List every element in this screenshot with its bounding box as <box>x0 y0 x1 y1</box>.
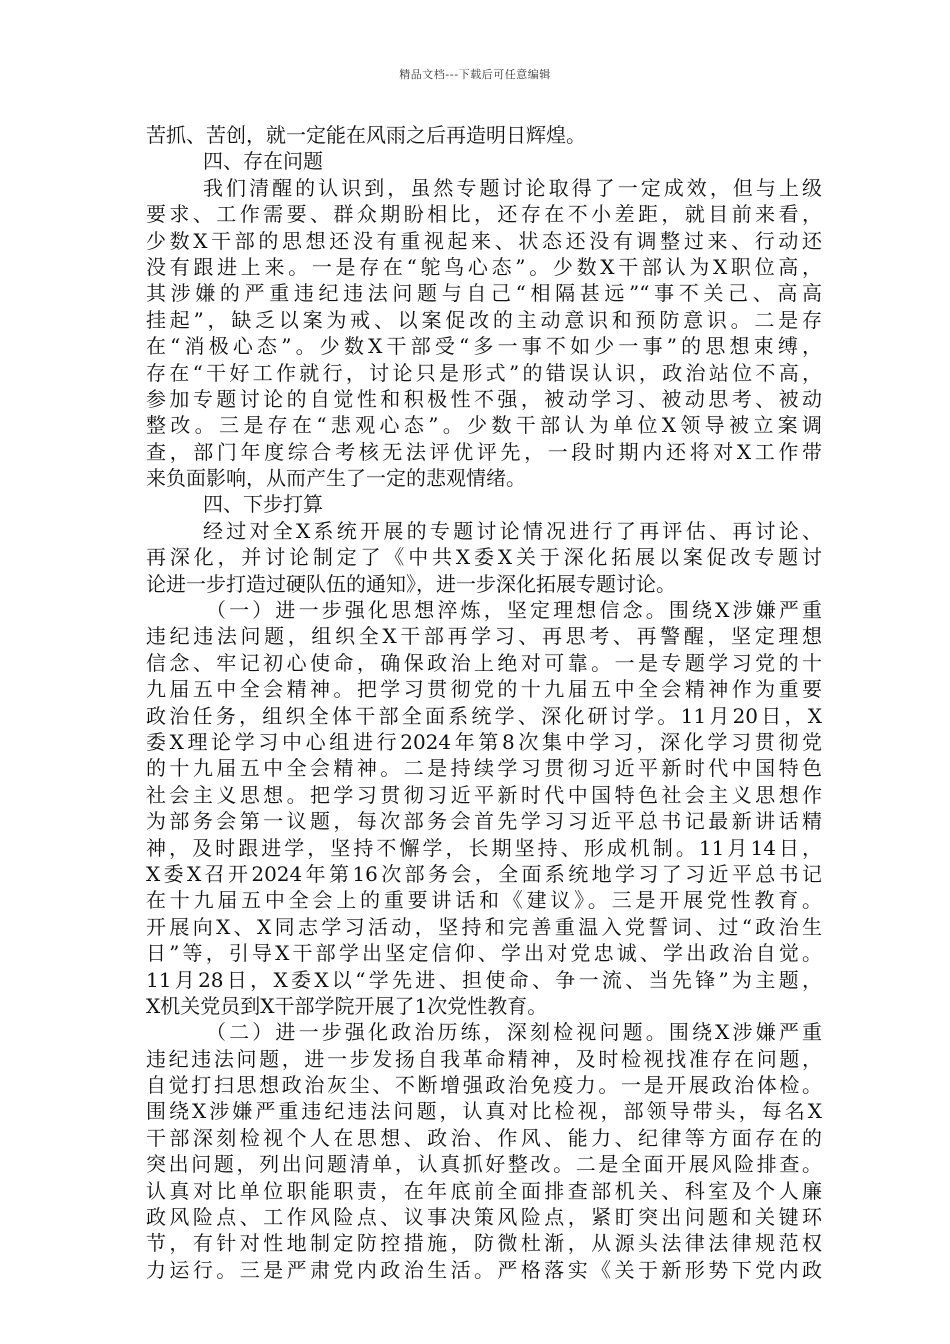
text-line: 再深化，并讨论制定了《中共X委X关于深化拓展以案促改专题讨 <box>146 545 822 570</box>
text-line: 存在“干好工作就行，讨论只是形式”的错误认识，政治站位不高， <box>146 360 822 385</box>
text-line: 节，有针对性地制定防控措施，防微杜渐，从源头法律法律规范权 <box>146 1231 822 1256</box>
text-line: 政治任务，组织全体干部全面系统学、深化研讨学。11月20日，X <box>146 703 822 728</box>
text-line: 自觉打扫思想政治灰尘、不断增强政治免疫力。一是开展政治体检。 <box>146 1073 822 1098</box>
text-line: 我们清醒的认识到，虽然专题讨论取得了一定成效，但与上级 <box>203 175 822 200</box>
text-line: 政风险点、工作风险点、议事决策风险点，紧盯突出问题和关键环 <box>146 1205 822 1230</box>
page-header: 精品文档---下载后可任意编辑 <box>399 68 551 81</box>
document-body <box>146 122 822 1283</box>
text-line: 少数X干部的思想还没有重视起来、状态还没有调整过来、行动还 <box>146 228 822 253</box>
text-line: 委X理论学习中心组进行2024年第8次集中学习，深化学习贯彻党 <box>146 729 822 754</box>
text-line: X机关党员到X干部学院开展了1次党性教育。 <box>146 993 548 1018</box>
text-line: 社会主义思想。把学习贯彻习近平新时代中国特色社会主义思想作 <box>146 782 822 807</box>
text-line: 挂起”，缺乏以案为戒、以案促改的主动意识和预防意识。二是存 <box>146 307 822 332</box>
text-line: X委X召开2024年第16次部务会，全面系统地学习了习近平总书记 <box>146 861 822 886</box>
text-line: 违纪违法问题，组织全X干部再学习、再思考、再警醒，坚定理想 <box>146 624 822 649</box>
text-line: 查，部门年度综合考核无法评优评先，一段时期内还将对X工作带 <box>146 439 822 464</box>
text-line: 的十九届五中全会精神。二是持续学习贯彻习近平新时代中国特色 <box>146 756 822 781</box>
text-line: 信念、牢记初心使命，确保政治上绝对可靠。一是专题学习党的十 <box>146 650 822 675</box>
text-line: 日”等，引导X干部学出坚定信仰、学出对党忠诚、学出政治自觉。 <box>146 941 822 966</box>
text-line: 来负面影响，从而产生了一定的悲观情绪。 <box>146 466 526 491</box>
text-line: 论进一步打造过硬队伍的通知》，进一步深化拓展专题讨论。 <box>146 571 676 596</box>
text-line: 在十九届五中全会上的重要讲话和《建议》。三是开展党性教育。 <box>146 888 822 913</box>
text-line: 要求、工作需要、群众期盼相比，还存在不小差距，就目前来看， <box>146 202 822 227</box>
text-line: 整改。三是存在“悲观心态”。少数干部认为单位X领导被立案调 <box>146 413 822 438</box>
text-line: 四、存在问题 <box>203 149 323 174</box>
text-line: 苦抓、苦创，就一定能在风雨之后再造明日辉煌。 <box>146 123 586 147</box>
text-line: 在“消极心态”。少数X干部受“多一事不如少一事”的思想束缚， <box>146 334 822 359</box>
text-line: 认真对比单位职能职责，在年底前全面排查部机关、科室及个人廉 <box>146 1178 822 1203</box>
text-line: 神，及时跟进学，坚持不懈学，长期坚持、形成机制。11月14日， <box>146 835 822 860</box>
text-line: 为部务会第一议题，每次部务会首先学习习近平总书记最新讲话精 <box>146 809 822 834</box>
text-line: 11月28日，X委X以“学先进、担使命、争一流、当先锋”为主题， <box>146 967 822 992</box>
text-line: 围绕X涉嫌严重违纪违法问题，认真对比检视，部领导带头，每名X <box>146 1099 822 1124</box>
text-line: 违纪违法问题，进一步发扬自我革命精神，及时检视找准存在问题， <box>146 1046 822 1071</box>
text-line: 突出问题，列出问题清单，认真抓好整改。二是全面开展风险排查。 <box>146 1152 822 1177</box>
text-line: 没有跟进上来。一是存在“鸵鸟心态”。少数X干部认为X职位高， <box>146 254 822 279</box>
text-line: 九届五中全会精神。把学习贯彻党的十九届五中全会精神作为重要 <box>146 677 822 702</box>
text-line: 参加专题讨论的自觉性和积极性不强，被动学习、被动思考、被动 <box>146 386 822 411</box>
text-line: 干部深刻检视个人在思想、政治、作风、能力、纪律等方面存在的 <box>146 1125 822 1150</box>
text-line: （二）进一步强化政治历练，深刻检视问题。围绕X涉嫌严重 <box>206 1020 822 1045</box>
text-line: 其涉嫌的严重违纪违法问题与自己“相隔甚远”“事不关己、高高 <box>146 281 822 306</box>
text-line: 开展向X、X同志学习活动，坚持和完善重温入党誓词、过“政治生 <box>146 914 822 939</box>
text-line: 力运行。三是严肃党内政治生活。严格落实《关于新形势下党内政 <box>146 1257 822 1282</box>
text-line: 经过对全X系统开展的专题讨论情况进行了再评估、再讨论、 <box>203 518 822 543</box>
text-line: 四、下步打算 <box>203 492 323 517</box>
text-line: （一）进一步强化思想淬炼，坚定理想信念。围绕X涉嫌严重 <box>206 598 822 623</box>
